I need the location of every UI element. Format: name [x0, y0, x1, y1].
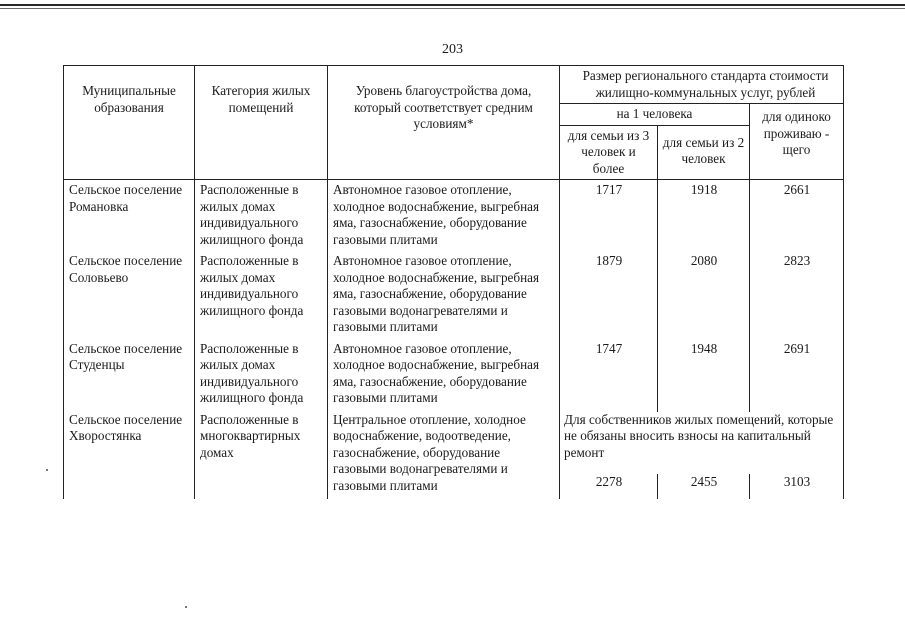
table-row [64, 253, 844, 341]
header-category: Категория жилых помещений [195, 66, 328, 180]
value-family2-cell: 1918 [658, 180, 750, 254]
header-standard: Размер регионального стандарта стоимости жилищно-коммунальных услуг, рублей [560, 66, 844, 104]
scan-speck [185, 606, 187, 608]
header-family2: для семьи из 2 человек [658, 125, 750, 180]
header-row-1 [64, 66, 844, 104]
housing-standard-table [63, 65, 844, 499]
page-number: 203 [442, 42, 463, 57]
top-border-line [0, 4, 905, 6]
header-per-person: на 1 человека [560, 104, 750, 126]
level-cell: Автономное газовое отопление, холодное водоснабжение, выгребная яма, газоснабжение, оборудование газовыми плитами [328, 180, 560, 254]
table-row [64, 180, 844, 254]
table-row [64, 341, 844, 412]
value-single-cell: 2823 [750, 253, 844, 341]
scan-speck [46, 469, 48, 471]
category-cell: Расположенные в жилых домах индивидуального жилищного фонда [195, 341, 328, 412]
value-family3-cell: 1879 [560, 253, 658, 341]
value-family3-cell: 1747 [560, 341, 658, 412]
category-cell: Расположенные в многоквартирных домах [195, 412, 328, 500]
value-single-cell: 2691 [750, 341, 844, 412]
category-cell: Расположенные в жилых домах индивидуального жилищного фонда [195, 253, 328, 341]
value-single-cell: 2661 [750, 180, 844, 254]
municipality-cell: Сельское поселение Студенцы [64, 341, 195, 412]
value-family3-cell: 1717 [560, 180, 658, 254]
level-cell: Автономное газовое отопление, холодное водоснабжение, выгребная яма, газоснабжение, оборудование газовыми плитами [328, 341, 560, 412]
municipality-cell: Сельское поселение Хворостянка [64, 412, 195, 500]
value-single-cell: 3103 [750, 474, 844, 499]
value-family2-cell: 1948 [658, 341, 750, 412]
value-family3-cell: 2278 [560, 474, 658, 499]
top-border-line-thin [0, 8, 905, 9]
level-cell: Центральное отопление, холодное водоснабжение, водоотведение, газоснабжение, оборудование газовыми водонагревателями и газовыми плитами [328, 412, 560, 500]
value-family2-cell: 2455 [658, 474, 750, 499]
header-level: Уровень благоустройства дома, который соответствует средним условиям* [328, 66, 560, 180]
value-family2-cell: 2080 [658, 253, 750, 341]
header-family3: для семьи из 3 человек и более [560, 125, 658, 180]
table-row [64, 412, 844, 474]
municipality-cell: Сельское поселение Романовка [64, 180, 195, 254]
ownership-note: Для собственников жилых помещений, которые не обязаны вносить взносы на капитальный ремонт [560, 412, 844, 474]
level-cell: Автономное газовое отопление, холодное водоснабжение, выгребная яма, газоснабжение, оборудование газовыми водонагревателями и газовыми плитами [328, 253, 560, 341]
category-cell: Расположенные в жилых домах индивидуального жилищного фонда [195, 180, 328, 254]
municipality-cell: Сельское поселение Соловьево [64, 253, 195, 341]
header-single: для одиноко проживаю - щего [750, 104, 844, 180]
header-municipality: Муниципальные образования [64, 66, 195, 180]
